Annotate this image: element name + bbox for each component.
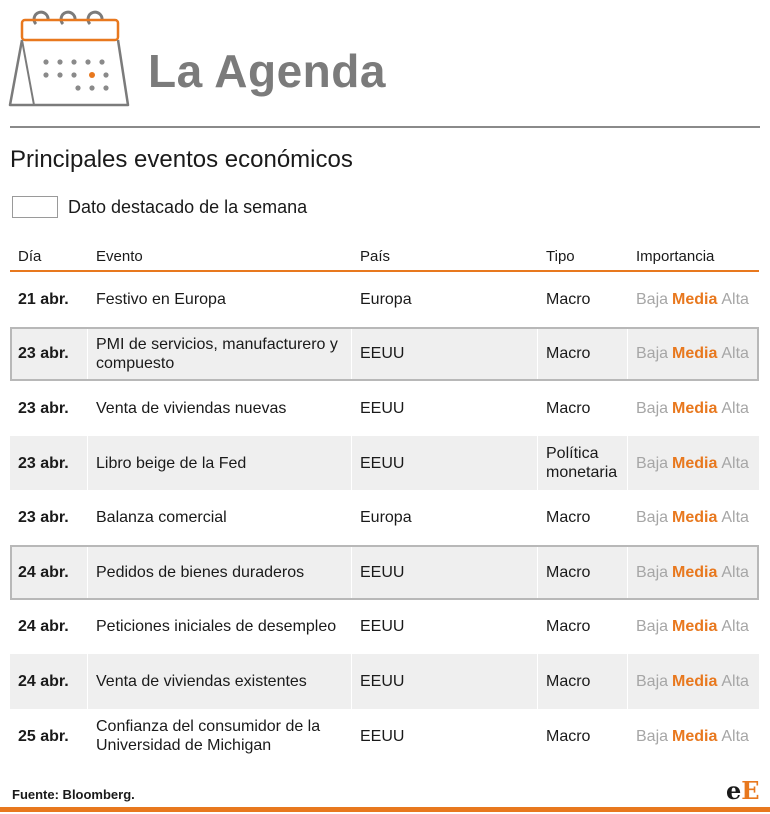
cell-importancia <box>628 272 759 327</box>
importance-baja: Baja <box>636 563 669 581</box>
importance-media: Media <box>672 727 718 745</box>
cell-dia: 23 abr. <box>10 327 88 382</box>
page-title: La Agenda <box>148 45 386 97</box>
table-row <box>10 272 759 327</box>
importance-media: Media <box>672 399 718 417</box>
section-subtitle: Principales eventos económicos <box>10 146 353 173</box>
cell-dia: 24 abr. <box>10 545 88 600</box>
column-header-importancia: Importancia <box>636 248 715 265</box>
cell-tipo: Macro <box>538 545 628 600</box>
cell-evento: Venta de viviendas existentes <box>88 654 352 709</box>
importance-alta: Alta <box>721 727 749 745</box>
cell-dia: 25 abr. <box>10 709 88 764</box>
importance-alta: Alta <box>721 290 749 308</box>
cell-dia: 23 abr. <box>10 490 88 545</box>
cell-evento: PMI de servicios, manufacturero y compuesto <box>88 327 352 382</box>
cell-dia: 24 abr. <box>10 654 88 709</box>
cell-tipo: Macro <box>538 709 628 764</box>
legend-label: Dato destacado de la semana <box>68 196 308 217</box>
cell-dia: 24 abr. <box>10 600 88 655</box>
legend <box>12 196 307 218</box>
cell-pais: EEUU <box>352 381 538 436</box>
brand-logo <box>726 776 760 805</box>
cell-evento: Peticiones iniciales de desempleo <box>88 600 352 655</box>
cell-pais: EEUU <box>352 600 538 655</box>
importance-alta: Alta <box>721 399 749 417</box>
cell-evento: Balanza comercial <box>88 490 352 545</box>
cell-tipo: Macro <box>538 381 628 436</box>
cell-importancia <box>628 654 759 709</box>
column-header-tipo: Tipo <box>546 248 575 265</box>
cell-importancia <box>628 545 759 600</box>
cell-tipo: Macro <box>538 490 628 545</box>
importance-alta: Alta <box>721 563 749 581</box>
importance-baja: Baja <box>636 454 669 472</box>
cell-importancia <box>628 381 759 436</box>
importance-alta: Alta <box>721 509 749 527</box>
cell-importancia <box>628 600 759 655</box>
table-row <box>10 490 759 545</box>
cell-tipo: Macro <box>538 327 628 382</box>
cell-tipo: Macro <box>538 600 628 655</box>
cell-pais: EEUU <box>352 709 538 764</box>
table-row <box>10 600 759 655</box>
source-note: Fuente: Bloomberg. <box>12 787 135 802</box>
logo-e: e <box>726 776 742 805</box>
importance-alta: Alta <box>721 345 749 363</box>
events-table <box>10 243 759 763</box>
cell-evento: Venta de viviendas nuevas <box>88 381 352 436</box>
cell-importancia <box>628 490 759 545</box>
cell-dia: 23 abr. <box>10 381 88 436</box>
header-divider <box>10 126 760 128</box>
cell-dia: 23 abr. <box>10 436 88 491</box>
column-header-evento: Evento <box>96 248 143 265</box>
cell-pais: EEUU <box>352 436 538 491</box>
column-header-pais: País <box>360 248 391 265</box>
calendar-icon <box>8 8 134 110</box>
footer-accent-bar <box>0 807 770 812</box>
table-row-featured <box>10 327 759 382</box>
cell-tipo: Política monetaria <box>538 436 628 491</box>
legend-swatch <box>12 196 58 218</box>
cell-pais: Europa <box>352 272 538 327</box>
importance-baja: Baja <box>636 290 669 308</box>
importance-media: Media <box>672 618 718 636</box>
table-row <box>10 436 759 491</box>
cell-evento: Confianza del consumidor de la Universidad de Michigan <box>88 709 352 764</box>
importance-baja: Baja <box>636 727 669 745</box>
importance-media: Media <box>672 454 718 472</box>
column-header-dia: Día <box>18 248 42 265</box>
cell-importancia <box>628 436 759 491</box>
importance-baja: Baja <box>636 399 669 417</box>
importance-media: Media <box>672 290 718 308</box>
importance-media: Media <box>672 672 718 690</box>
cell-evento: Libro beige de la Fed <box>88 436 352 491</box>
cell-pais: EEUU <box>352 327 538 382</box>
importance-media: Media <box>672 345 718 363</box>
cell-pais: Europa <box>352 490 538 545</box>
table-header <box>10 243 759 272</box>
header <box>0 0 770 126</box>
cell-evento: Festivo en Europa <box>88 272 352 327</box>
cell-tipo: Macro <box>538 272 628 327</box>
importance-baja: Baja <box>636 672 669 690</box>
importance-media: Media <box>672 509 718 527</box>
logo-E: E <box>741 776 760 805</box>
importance-baja: Baja <box>636 618 669 636</box>
importance-alta: Alta <box>721 454 749 472</box>
cell-importancia <box>628 327 759 382</box>
importance-media: Media <box>672 563 718 581</box>
table-row <box>10 654 759 709</box>
table-row <box>10 709 759 764</box>
cell-pais: EEUU <box>352 654 538 709</box>
cell-dia: 21 abr. <box>10 272 88 327</box>
cell-pais: EEUU <box>352 545 538 600</box>
importance-alta: Alta <box>721 672 749 690</box>
table-row <box>10 381 759 436</box>
cell-tipo: Macro <box>538 654 628 709</box>
cell-importancia <box>628 709 759 764</box>
importance-baja: Baja <box>636 345 669 363</box>
importance-alta: Alta <box>721 618 749 636</box>
importance-baja: Baja <box>636 509 669 527</box>
table-row-featured <box>10 545 759 600</box>
cell-evento: Pedidos de bienes duraderos <box>88 545 352 600</box>
